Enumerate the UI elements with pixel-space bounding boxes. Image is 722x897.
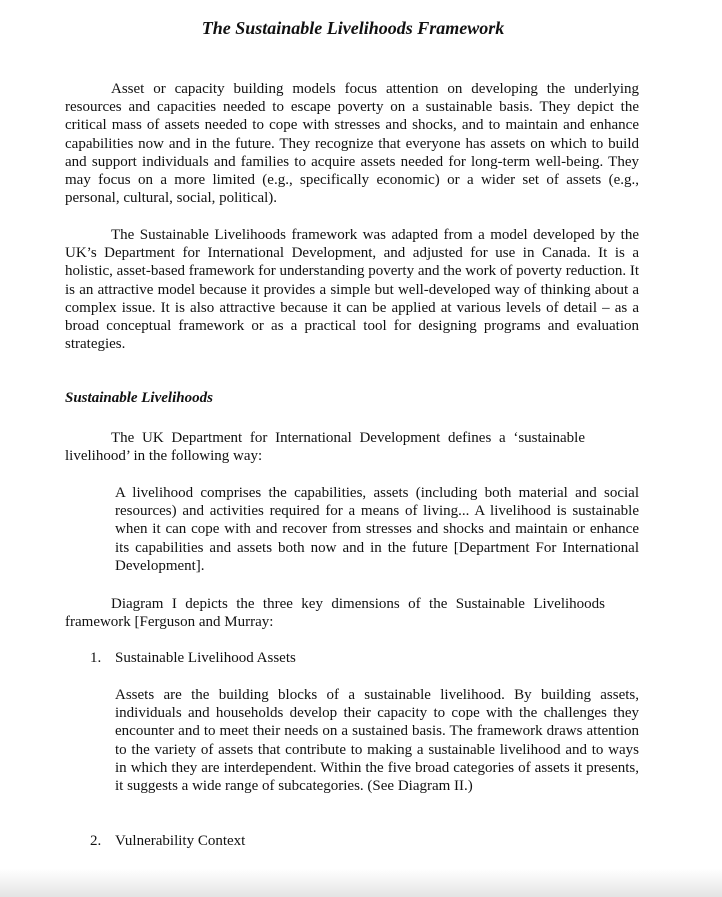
list-number-1: 1. — [90, 650, 102, 666]
paragraph-diagram-intro: Diagram I depicts the three key dimensions of the Sustainable Livelihoods framework [Ferguson and Murray: — [65, 596, 605, 631]
list-number-2: 2. — [90, 833, 102, 849]
page-bottom-shadow — [0, 869, 722, 897]
paragraph-framework-origin: The Sustainable Livelihoods framework was adapted from a model developed by the UK’s Department for International Development, and adjusted for use in Canada. It is a holistic, asset-based framework for understanding poverty and the work of poverty reduction. It is an attractive model because it provides a simple but well-developed way of thinking about a complex issue. It is also attractive because it can be applied at various levels of detail – as a broad conceptual framework or as a practical tool for designing programs and evaluation strategies. — [65, 227, 639, 353]
section-heading: Sustainable Livelihoods — [65, 390, 213, 406]
list-label-assets: Sustainable Livelihood Assets — [115, 650, 296, 666]
document-title: The Sustainable Livelihoods Framework — [201, 18, 505, 38]
block-quote: A livelihood comprises the capabilities, assets (including both material and social resources) and activities required for a means of living... A livelihood is sustainable when it can cope with and recover from stresses and shocks and maintain or enhance its capabilities and assets both now and in the future [Department For International Development]. — [115, 485, 639, 574]
paragraph-dfid-definition-intro: The UK Department for International Development defines a ‘sustainable livelihood’ in the following way: — [65, 430, 585, 465]
list-label-vulnerability: Vulnerability Context — [115, 833, 246, 849]
list-body-assets: Assets are the building blocks of a sustainable livelihood. By building assets, individuals and households develop their capacity to cope with the challenges they encounter and to meet their needs on a sustained basis. The framework draws attention to the variety of assets that contribute to making a sustainable livelihood and to ways in which they are interdependent. Within the five broad categories of assets it presents, it suggests a wide range of subcategories. (See Diagram II.) — [115, 687, 639, 795]
paragraph-asset-models: Asset or capacity building models focus attention on developing the underlying resources and capacities needed to escape poverty on a sustainable basis. They depict the critical mass of assets needed to cope with stresses and shocks, and to maintain and enhance capabilities now and in the future. They recognize that everyone has assets on which to build and support individuals and families to acquire assets needed for long-term well-being. They may focus on a more limited (e.g., specifically economic) or a wider set of assets (e.g., personal, cultural, social, political). — [65, 81, 639, 207]
